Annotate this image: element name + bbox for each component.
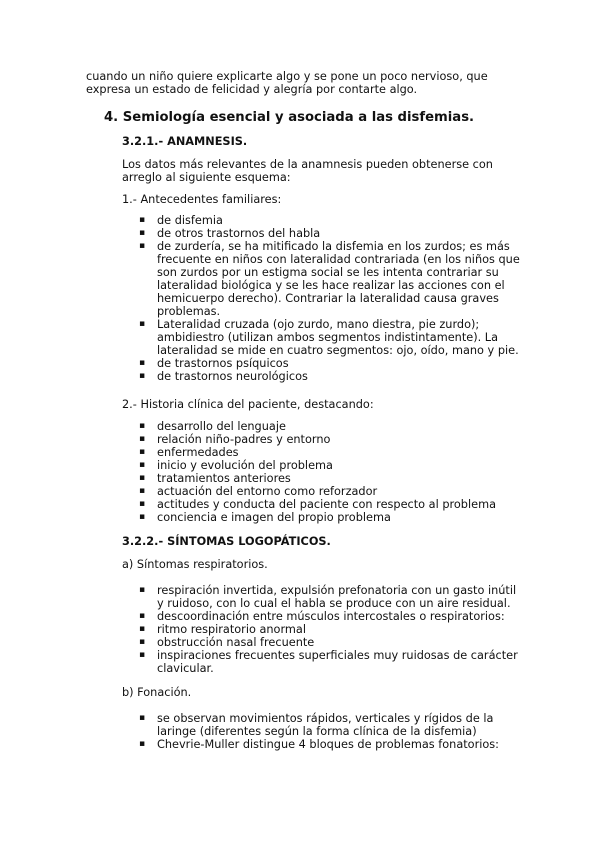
anamnesis-intro <box>122 158 522 184</box>
list-item <box>122 584 522 610</box>
intro-line: expresa un estado de felicidad y alegría por contarte algo. <box>86 83 418 96</box>
list-item-line: ▪ tratamientos anteriores <box>157 472 291 485</box>
list-item-line: ▪ relación niño-padres y entorno <box>157 433 331 446</box>
list-item <box>122 227 522 240</box>
list-item-line: ▪ de disfemia <box>157 214 223 227</box>
fon-label: b) Fonación. <box>122 686 192 699</box>
paragraph-line: Los datos más relevantes de la anamnesis pueden obtenerse con <box>122 158 493 171</box>
subsection-title: 3.2.1.- ANAMNESIS. <box>122 135 248 148</box>
list-item <box>122 318 522 357</box>
list-item-line: clavicular. <box>157 662 214 675</box>
list-item <box>122 446 522 459</box>
list-item <box>122 738 522 751</box>
familiares-list <box>122 214 522 383</box>
list-item-line: ▪ actuación del entorno como reforzador <box>157 485 378 498</box>
list-item-line: ▪ ritmo respiratorio anormal <box>157 623 306 636</box>
list-item-line: ▪ de otros trastornos del habla <box>157 227 321 240</box>
list-item <box>122 498 522 511</box>
list-item-line: ambidiestro (utilizan ambos segmentos indistintamente). La <box>157 331 499 344</box>
list-item <box>122 459 522 472</box>
resp-list <box>122 584 522 675</box>
list-item <box>122 712 522 738</box>
list-item-line: ▪ enfermedades <box>157 446 239 459</box>
list-item <box>122 240 522 318</box>
section-heading: 4. Semiología esencial y asociada a las disfemias. <box>104 110 475 125</box>
list-item <box>122 649 522 675</box>
sintomas-title <box>122 535 522 548</box>
list-item-line: ▪ respiración invertida, expulsión prefonatoria con un gasto inútil <box>157 584 517 597</box>
list-item-line: y ruidoso, con lo cual el habla se produce con un aire residual. <box>157 597 511 610</box>
list-item-line: ▪ inicio y evolución del problema <box>157 459 333 472</box>
list-item-line: laringe (diferentes según la forma clínica de la disfemia) <box>157 725 477 738</box>
list-item-line: hemicuerpo derecho). Contrariar la lateralidad causa graves <box>157 292 499 305</box>
historia-list <box>122 420 522 524</box>
list-item-line: ▪ desarrollo del lenguaje <box>157 420 286 433</box>
list-item <box>122 370 522 383</box>
list-item-line: frecuente en niños con lateralidad contrariada (en los niños que <box>157 253 520 266</box>
list-item-line: ▪ se observan movimientos rápidos, verticales y rígidos de la <box>157 712 494 725</box>
list-item-line: lateralidad biológica y se les hace realizar las acciones con el <box>157 279 505 292</box>
list-item <box>122 636 522 649</box>
list-item <box>122 485 522 498</box>
list-item <box>122 214 522 227</box>
subsection-title: 3.2.2.- SÍNTOMAS LOGOPÁTICOS. <box>122 535 331 548</box>
list-item-line: ▪ conciencia e imagen del propio problema <box>157 511 391 524</box>
list-item-line: problemas. <box>157 305 221 318</box>
list-item <box>122 511 522 524</box>
list-item-line: lateralidad se mide en cuatro segmentos: ojo, oído, mano y pie. <box>157 344 519 357</box>
list-item <box>122 433 522 446</box>
list-item-line: ▪ Chevrie-Muller distingue 4 bloques de problemas fonatorios: <box>157 738 499 751</box>
list-item <box>122 472 522 485</box>
intro-line: cuando un niño quiere explicarte algo y se pone un poco nervioso, que <box>86 70 488 83</box>
anamnesis-title <box>122 135 522 148</box>
intro-paragraph <box>86 70 506 96</box>
list-item <box>122 623 522 636</box>
resp-label: a) Síntomas respiratorios. <box>122 558 268 571</box>
list-item-line: ▪ descoordinación entre músculos intercostales o respiratorios: <box>157 610 505 623</box>
list-item-line: ▪ de zurdería, se ha mitificado la disfemia en los zurdos; es más <box>157 240 510 253</box>
list-item-line: son zurdos por un estigma social se les intenta contrariar su <box>157 266 499 279</box>
paragraph-line: arreglo al siguiente esquema: <box>122 171 291 184</box>
list-item-line: ▪ de trastornos neurológicos <box>157 370 308 383</box>
list-item-line: ▪ actitudes y conducta del paciente con respecto al problema <box>157 498 496 511</box>
list-item-line: ▪ obstrucción nasal frecuente <box>157 636 315 649</box>
list-item-line: ▪ de trastornos psíquicos <box>157 357 289 370</box>
list-item <box>122 357 522 370</box>
list-item <box>122 610 522 623</box>
historia-label: 2.- Historia clínica del paciente, destacando: <box>122 398 374 411</box>
familiares-label: 1.- Antecedentes familiares: <box>122 193 282 206</box>
list-item <box>122 420 522 433</box>
list-item-line: ▪ inspiraciones frecuentes superficiales muy ruidosas de carácter <box>157 649 518 662</box>
fon-list <box>122 712 522 751</box>
list-item-line: ▪ Lateralidad cruzada (ojo zurdo, mano diestra, pie zurdo); <box>157 318 480 331</box>
